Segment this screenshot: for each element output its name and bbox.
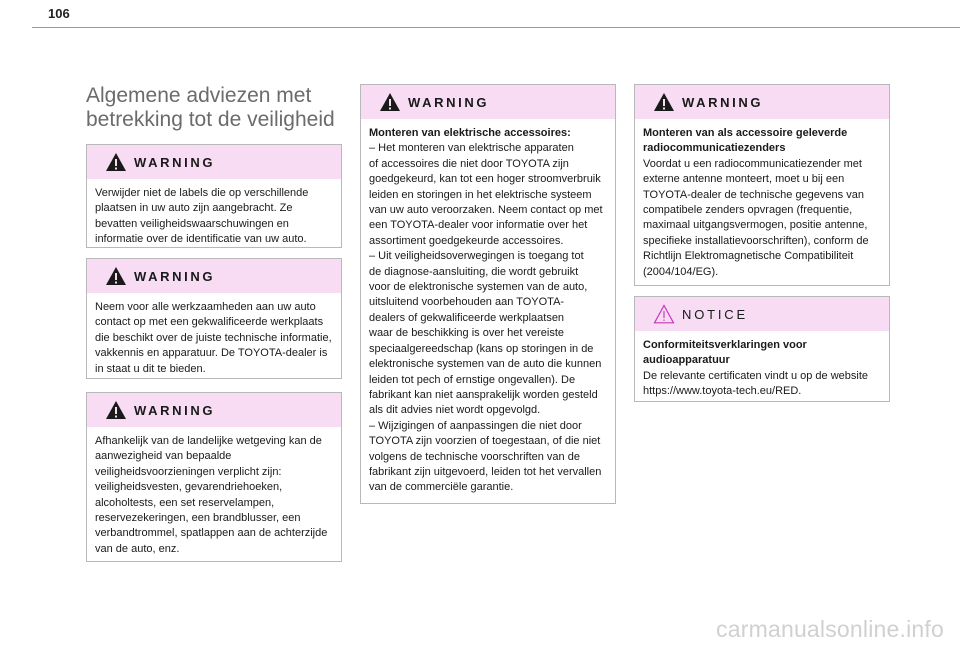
warning-box-radio-transmitters (634, 84, 890, 286)
box-body: Afhankelijk van de landelijke wetgeving kan de aanwezigheid van bepaalde veiligheidsvoorzieningen verplicht zijn: veiligheidsvesten, gevarendriehoeken, alcoholtests, een set reservelampen, reservezekeringen, een brandblusser, een verbandtrommel, spatlappen aan de achterzijde van de auto, enz. (95, 435, 328, 555)
warning-box-workshop (86, 258, 342, 379)
notice-box-conformity (634, 296, 890, 402)
box-header (635, 85, 889, 119)
warning-box-labels (86, 144, 342, 248)
section-title: Algemene adviezen met betrekking tot de veiligheid (86, 84, 335, 131)
box-body: Monteren van als accessoire geleverde radiocommunicatiezenders Voordat u een radiocommunicatiezender met externe antenne monteert, moet u bij een TOYOTA-dealer de technische gegevens van compatibele zenders opvragen (frequentie, maximaal uitgangsvermogen, positie antenne, specifieke installatievoorschriften), conform de Richtlijn Elektromagnetische Compatibiliteit (2004/104/EG). (635, 119, 889, 288)
watermark: carmanualsonline.info (716, 616, 944, 642)
warning-triangle-icon (379, 92, 401, 112)
warning-triangle-icon (105, 152, 127, 172)
box-header (361, 85, 615, 119)
box-heading: Conformiteitsverklaringen voor (643, 339, 807, 351)
notice-triangle-icon (653, 304, 675, 324)
top-divider (32, 27, 960, 28)
warning-box-electrical-accessories (360, 84, 616, 504)
box-label: WARNING (682, 94, 764, 110)
box-header (87, 393, 341, 427)
box-label: NOTICE (682, 306, 748, 322)
box-header (87, 145, 341, 179)
box-heading: audioapparatuur (643, 354, 730, 367)
box-label: WARNING (134, 154, 216, 170)
box-heading: Monteren van als accessoire geleverde (643, 127, 848, 139)
page-number: 106 (48, 6, 70, 21)
box-body: Conformiteitsverklaringen voor audioapparatuur De relevante certificaten vindt u op de website https://www.toyota-tech.eu/RED. (635, 331, 889, 408)
box-header (87, 259, 341, 293)
box-label: WARNING (408, 94, 490, 110)
box-header (635, 297, 889, 331)
box-heading: radiocommunicatiezenders (643, 142, 786, 155)
warning-triangle-icon (105, 400, 127, 420)
warning-box-safety-equipment (86, 392, 342, 562)
warning-triangle-icon (653, 92, 675, 112)
box-body: Monteren van elektrische accessoires: – Het monteren van elektrische apparaten of accessoires die niet door TOYOTA zijn goedgekeurd, kan tot een hoger stroomverbruik leiden en storingen in het elektrische systeem van uw auto veroorzaken. Neem contact op met een TOYOTA-dealer voor informatie over het assortiment goedgekeurde accessoires. – Uit veiligheidsoverwegingen is toegang tot de diagnose-aansluiting, die wordt gebruikt voor de elektronische systemen van de auto, uitsluitend voorbehouden aan TOYOTA- dealers of gekwalificeerde werkplaatsen waar de beschikking is over het vereiste speciaalgereedschap (kans op storingen in de elektronische systemen van de auto die kunnen leiden tot pech of ernstige ongevallen). De fabrikant kan niet aansprakelijk worden gesteld als dit advies niet wordt opgevolgd. – Wijzigingen of aanpassingen die niet door TOYOTA zijn voorzien of toegestaan, of die niet volgens de technische voorschriften van de fabrikant zijn uitgevoerd, leiden tot het vervallen van de commerciële garantie. (361, 119, 615, 504)
box-heading: Monteren van elektrische accessoires: (369, 127, 571, 139)
box-body: Verwijder niet de labels die op verschillende plaatsen in uw auto zijn aangebracht. Ze bevatten veiligheidswaarschuwingen en informatie over de identificatie van uw auto. (95, 187, 309, 246)
box-label: WARNING (134, 268, 216, 284)
warning-triangle-icon (105, 266, 127, 286)
box-body: Neem voor alle werkzaamheden aan uw auto contact op met een gekwalificeerde werkplaats die beschikt over de juiste technische informatie, vakkennis en apparatuur. De TOYOTA-dealer is in staat u dit te bieden. (95, 301, 332, 375)
box-label: WARNING (134, 402, 216, 418)
